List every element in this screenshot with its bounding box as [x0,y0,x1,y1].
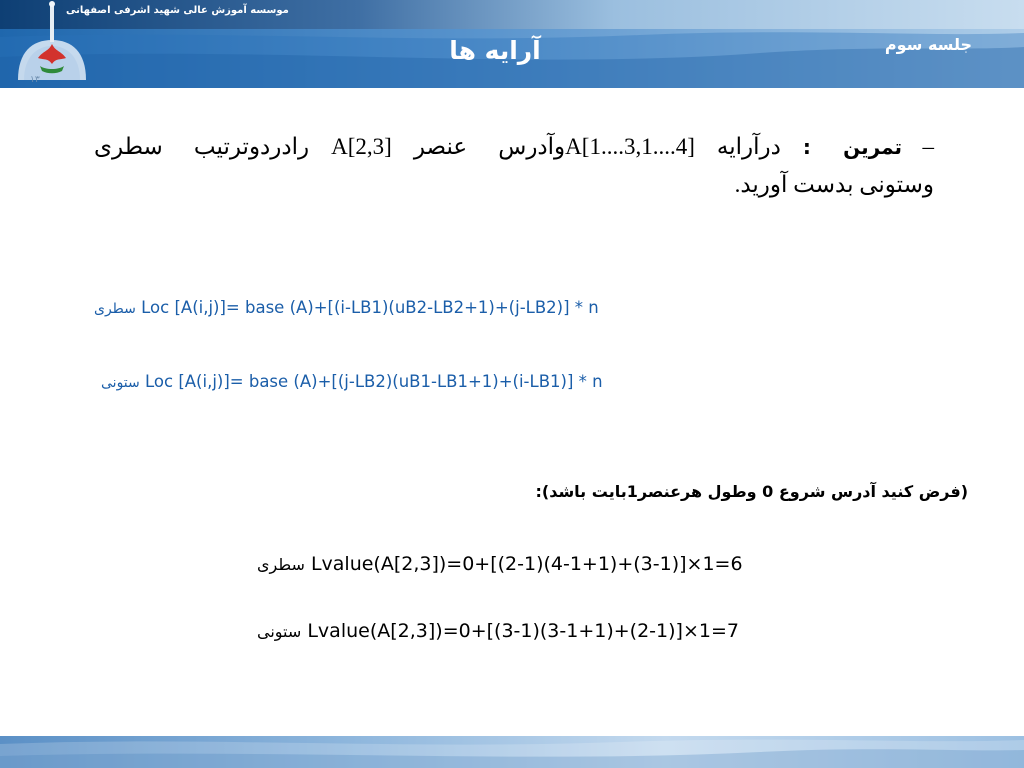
target-element: A[2,3] [331,134,392,159]
assumption-note: (فرض کنید آدرس شروع 0 وطول هرعنصر1بایت باشد): [535,482,968,501]
institute-name: موسسه آموزش عالی شهید اشرفی اصفهانی [66,5,289,16]
row-major-calculation [257,553,743,575]
exercise-text-in-array: درآرایه [716,134,781,159]
row-major-formula-label: سطری [94,301,136,317]
column-major-calculation [257,620,739,642]
row-major-calculation-label: سطری [257,555,305,574]
row-major-formula [94,298,599,317]
exercise-text-address: وآدرس عنصر [413,134,566,159]
column-major-formula-expression: Loc [A(i,j)]= base (A)+[(j-LB2)(uB1-LB1+1)+(i-LB1)] * n [145,372,603,391]
array-declaration: A[1....3,1....4] [565,134,695,159]
exercise-text-order: رادردوترتیب سطری وستونی بدست آورید. [94,134,934,197]
footer-wave-decoration [0,736,1024,768]
bullet-dash: – [922,134,935,159]
slide-footer [0,736,1024,768]
session-label: جلسه سوم [884,35,972,54]
column-major-calculation-label: ستونی [257,622,302,641]
slide-title: آرایه ها [449,36,541,65]
exercise-statement [94,128,934,203]
column-major-formula [101,372,603,391]
column-major-calculation-expression: Lvalue(A[2,3])=0+[(3-1)(3-1+1)+(2-1)]×1=7 [307,620,739,642]
row-major-calculation-expression: Lvalue(A[2,3])=0+[(2-1)(4-1+1)+(3-1)]×1=6 [310,553,743,575]
row-major-formula-expression: Loc [A(i,j)]= base (A)+[(i-LB1)(uB2-LB2+1)+(j-LB2)] * n [141,298,599,317]
exercise-label: تمرین : [802,135,903,159]
column-major-formula-label: ستونی [101,375,140,391]
slide-header [0,0,1024,88]
svg-text:۱۳: ۱۳ [30,75,40,85]
